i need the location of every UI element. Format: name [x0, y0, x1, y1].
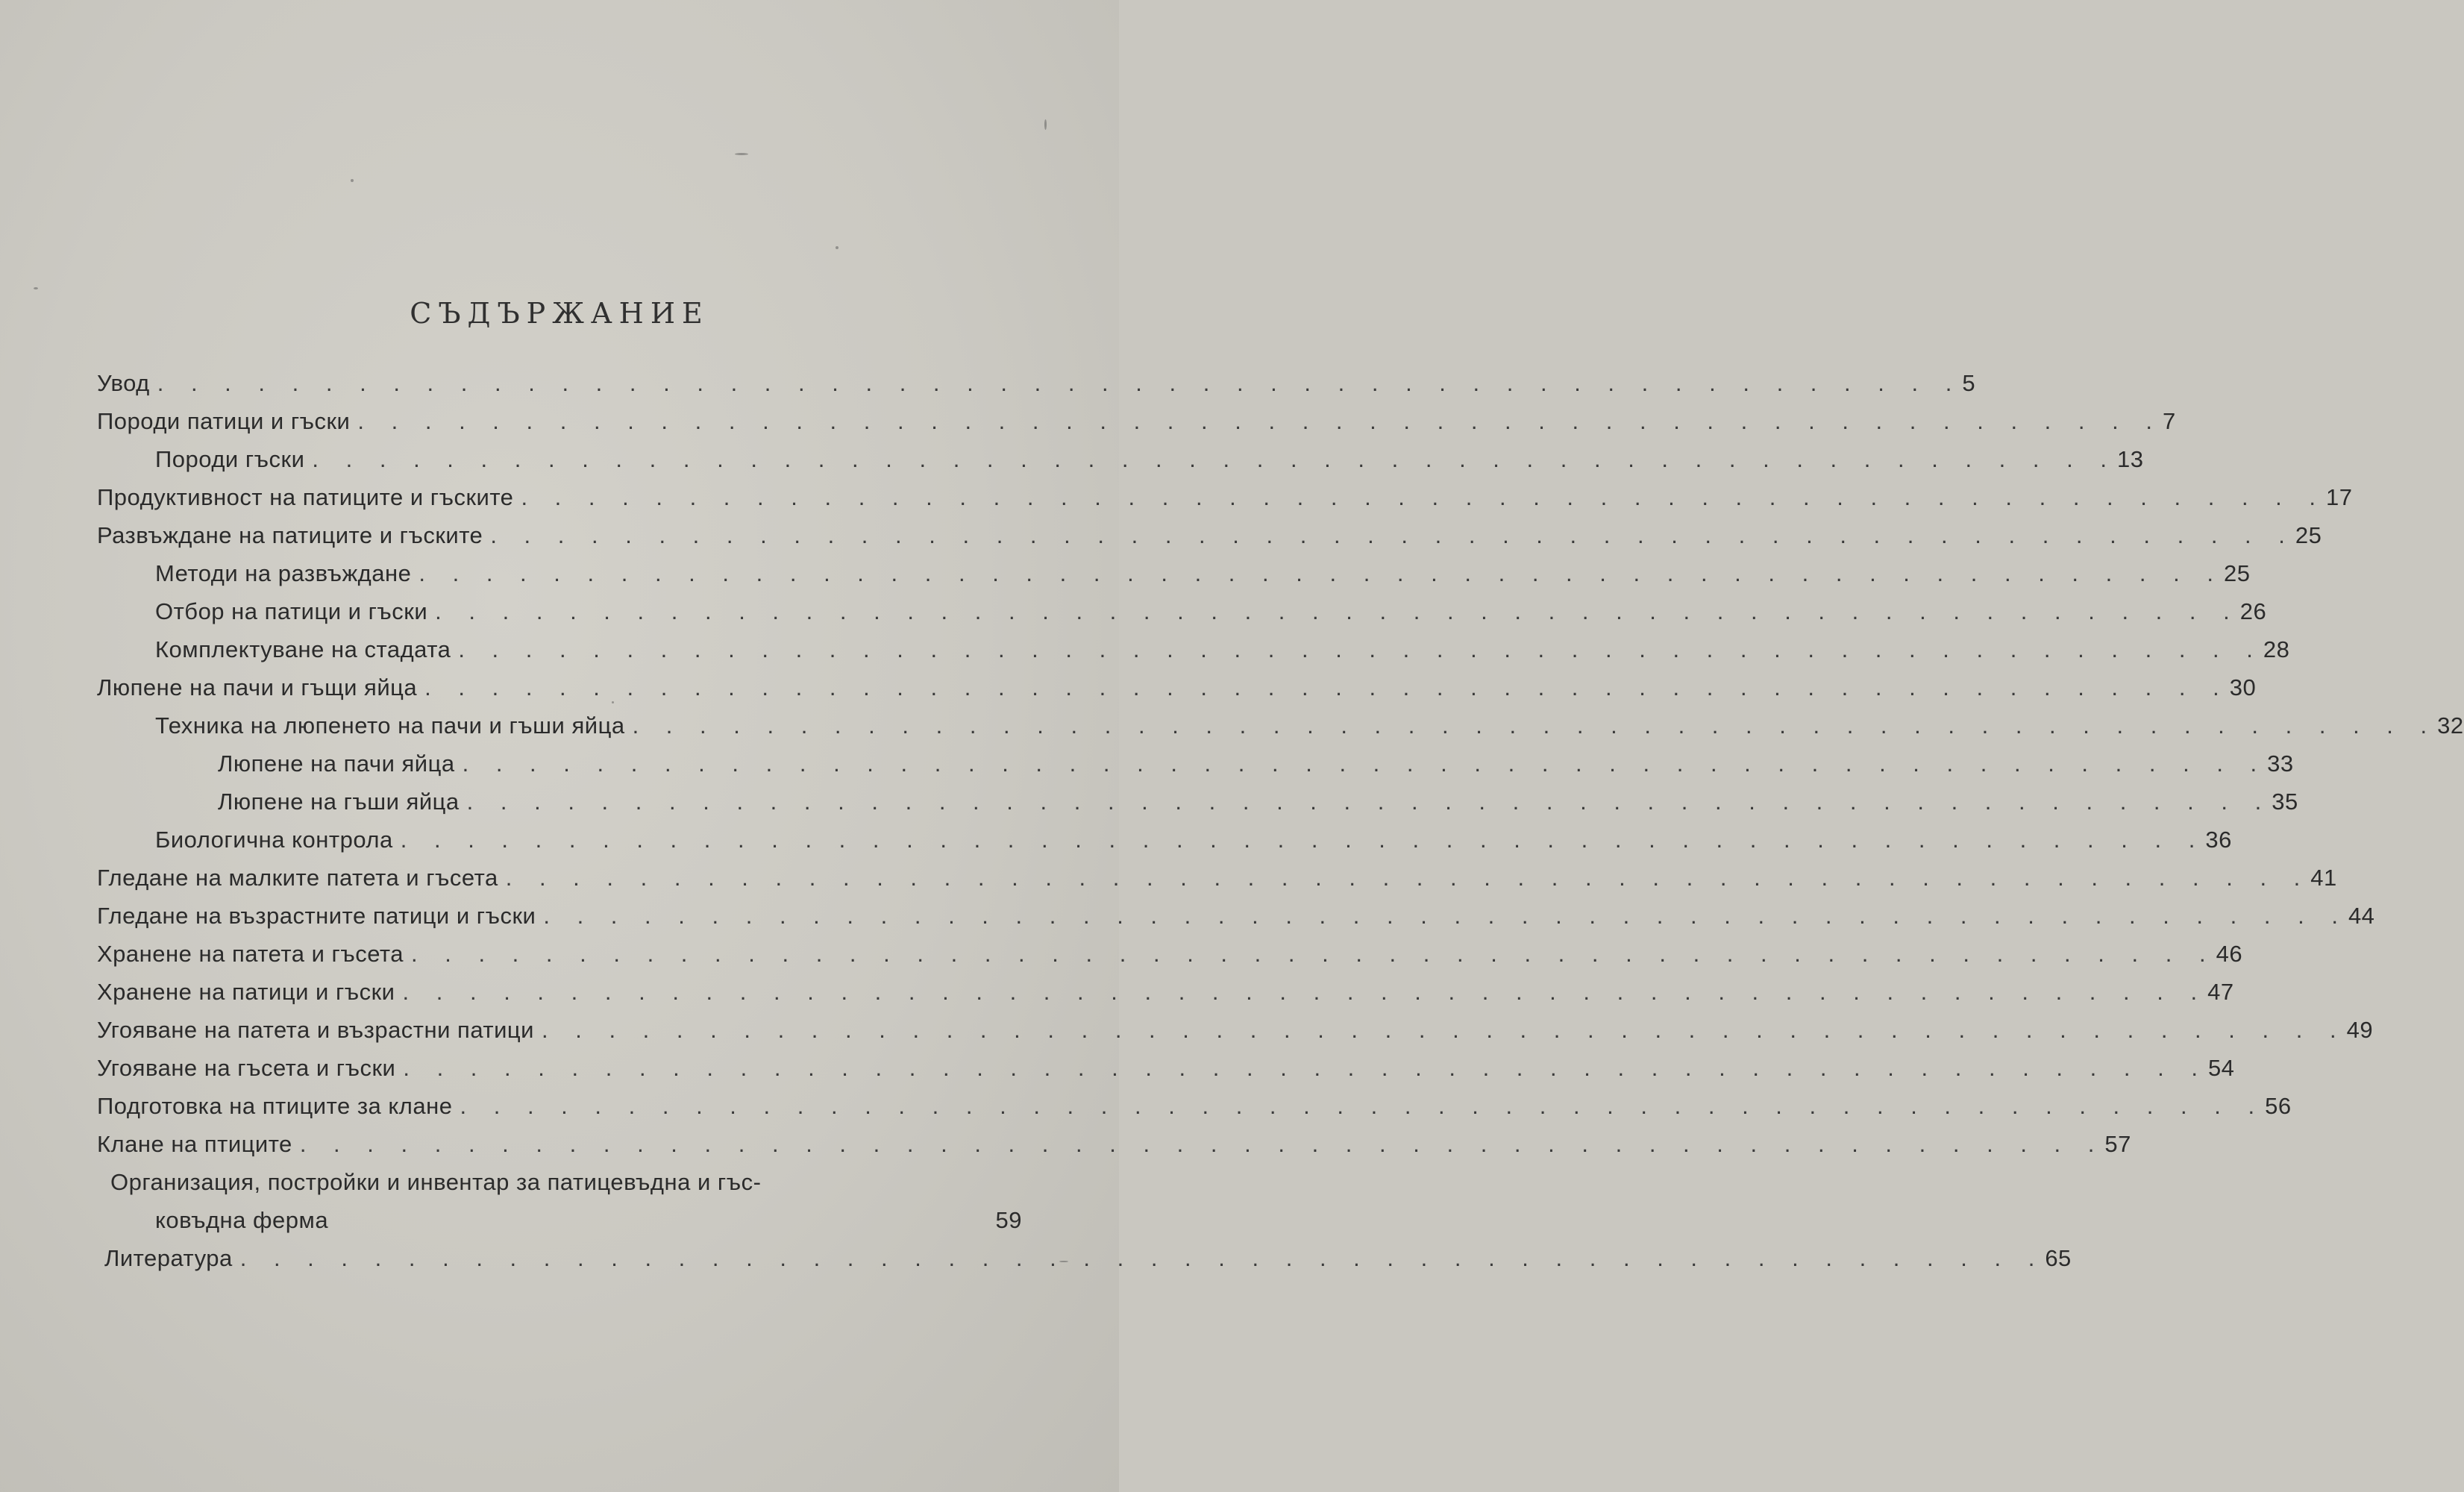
- toc-entry: [97, 1131, 2131, 1165]
- leader-dots: . . . . . . . . . . . . . . . . . . . . . . . . . . . . . . . . . . . . . . . . . . . . . . . . . . . . . .: [435, 598, 2240, 624]
- toc-entry-page: 30: [2229, 674, 2257, 700]
- toc-entry-label: Породи патици и гъски: [97, 408, 351, 434]
- toc-entry: [97, 1055, 2235, 1089]
- toc-entry-label: Хранене на патета и гъсета: [97, 941, 404, 967]
- toc-entry: [97, 941, 2243, 975]
- toc-entry-label: Клане на птиците: [97, 1131, 292, 1157]
- leader-dots: . . . . . . . . . . . . . . . . . . . . . . . . . . . . . . . . . . . . . . . . . . . . . . . . . . . . . .: [543, 903, 2348, 929]
- leader-dots: . . . . . . . . . . . . . . . . . . . . . . . . . . . . . . . . . . . . . . . . . . . . . . . . . . . . . .: [542, 1017, 2347, 1043]
- paper-speck: [735, 153, 748, 155]
- toc-entry: [155, 446, 2144, 480]
- toc-entry: [97, 408, 2176, 442]
- toc-entry-page: 41: [2310, 865, 2337, 891]
- leader-dots: . . . . . . . . . . . . . . . . . . . . . . . . . . . . . . . . . . . . . . . . . . . . . . . . . . . . . .: [403, 1055, 2208, 1081]
- toc-entry-literature: [104, 1245, 2072, 1279]
- toc-entry-page: 56: [2265, 1093, 2292, 1119]
- toc-entry: [218, 750, 2294, 785]
- toc-entry-label: Литература: [104, 1245, 233, 1271]
- toc-entry: [97, 522, 2322, 557]
- toc-entry-label: Гледане на малките патета и гъсета: [97, 865, 498, 891]
- toc-entry-page: 25: [2295, 522, 2322, 548]
- toc-entry-wrapped: [155, 1207, 1022, 1241]
- toc-entry-label: Угояване на гъсета и гъски: [97, 1055, 396, 1081]
- toc-entry: [155, 560, 2251, 595]
- leader-dots: . . . . . . . . . . . . . . . . . . . . . . . . . . . . . . . . . . . . . . . . . . . . . . . . . . . . . .: [299, 1131, 2105, 1157]
- toc-entry-page: 57: [2104, 1131, 2131, 1157]
- toc-entry-page: 36: [2205, 827, 2232, 853]
- paper-speck: [351, 179, 354, 182]
- toc-entry-label: Хранене на патици и гъски: [97, 979, 395, 1005]
- leader-dots: . . . . . . . . . . . . . . . . . . . . . . . . . . . . . . . . . . . . . . . . . . . . . . . . . . . . . .: [521, 484, 2327, 510]
- toc-entry: [97, 370, 1976, 404]
- toc-entry-label: Методи на развъждане: [155, 560, 412, 586]
- leader-dots: . . . . . . . . . . . . . . . . . . . . . . . . . . . . . . . . . . . . . . . . . . . . . . . . . . . . . .: [458, 636, 2263, 662]
- leader-dots: . . . . . . . . . . . . . . . . . . . . . . . . . . . . . . . . . . . . . . . . . . . . . . . . . . . . . .: [418, 560, 2224, 586]
- leader-dots: . . . . . . . . . . . . . . . . . . . . . . . . . . . . . . . . . . . . . . . . . . . . . . . . . . . . . .: [312, 446, 2117, 472]
- toc-entry-page: 59: [995, 1207, 1022, 1233]
- toc-entry-page: 46: [2216, 941, 2243, 967]
- toc-entry-label: Развъждане на патиците и гъските: [97, 522, 483, 548]
- toc-entry: [218, 789, 2298, 823]
- toc-entry-page: 44: [2348, 903, 2375, 929]
- toc-entry-label: Люпене на гъши яйца: [218, 789, 460, 815]
- toc-entry-label: Люпене на пачи и гъщи яйца: [97, 674, 418, 700]
- toc-entry-label: Продуктивност на патиците и гъските: [97, 484, 514, 510]
- toc-entry-page: 35: [2272, 789, 2298, 815]
- toc-entry: [155, 598, 2267, 633]
- toc-entry-label: Подготовка на птиците за клане: [97, 1093, 453, 1119]
- toc-entry-page: 17: [2326, 484, 2353, 510]
- toc-entry-label: Увод: [97, 370, 150, 396]
- toc-entry: [97, 674, 2257, 709]
- toc-entry-label: Гледане на възрастните патици и гъски: [97, 903, 536, 929]
- toc-entry-label: Техника на люпенето на пачи и гъши яйца: [155, 712, 625, 739]
- leader-dots: . . . . . . . . . . . . . . . . . . . . . . . . . . . . . . . . . . . . . . . . . . . . . . . . . . . . . .: [490, 522, 2295, 548]
- leader-dots: . . . . . . . . . . . . . . . . . . . . . . . . . . . . . . . . . . . . . . . . . . . . . . . . . . . . . .: [157, 370, 1963, 396]
- paper-speck: [836, 246, 838, 249]
- toc-entry-page: 54: [2207, 1055, 2235, 1081]
- toc-entry: [97, 903, 2375, 937]
- toc-entry-page: 26: [2239, 598, 2267, 624]
- leader-dots: . . . . . . . . . . . . . . . . . . . . . . . . . . . . . . . . . . . . . . . . . . . . . . . . . . . . . .: [400, 827, 2206, 853]
- toc-entry-page: 7: [2162, 408, 2176, 434]
- toc-entry-page: 13: [2116, 446, 2144, 472]
- toc-entry-page: 49: [2346, 1017, 2374, 1043]
- toc-entry-wrapped-line1: Организация, постройки и инвентар за патицевъдна и гъс-: [110, 1169, 762, 1195]
- paper-speck: [1044, 119, 1047, 130]
- leader-dots: . . . . . . . . . . . . . . . . . . . . . . . . . . . . . . . . . . . . . . . . . . . . . . . . . . . . . .: [424, 674, 2230, 700]
- leader-dots: . . . . . . . . . . . . . . . . . . . . . . . . . . . . . . . . . . . . . . . . . . . . . . . . . . . . . .: [460, 1093, 2266, 1119]
- leader-dots: . . . . . . . . . . . . . . . . . . . . . . . . . . . . . . . . . . . . . . . . . . . . . . . . . . . . . .: [357, 408, 2163, 434]
- toc-entry: [97, 865, 2337, 899]
- toc-entry-page: 28: [2263, 636, 2290, 662]
- toc-entry-label: ковъдна ферма: [155, 1207, 329, 1233]
- leader-dots: . . . . . . . . . . . . . . . . . . . . . . . . . . . . . . . . . . . . . . . . . . . . . . . . . . . . . .: [505, 865, 2311, 891]
- paper-speck: [34, 287, 38, 289]
- leader-dots: . . . . . . . . . . . . . . . . . . . . . . . . . . . . . . . . . . . . . . . . . . . . . . . . . . . . . .: [466, 789, 2272, 815]
- toc-entry: [155, 636, 2290, 671]
- leader-dots: . . . . . . . . . . . . . . . . . . . . . . . . . . . . . . . . . . . . . . . . . . . . . . . . . . . . . .: [632, 712, 2438, 739]
- toc-entry-label: Отбор на патици и гъски: [155, 598, 428, 624]
- toc-entry-label: Биологична контрола: [155, 827, 393, 853]
- toc-entry: [155, 712, 2464, 747]
- toc-heading: СЪДЪРЖАНИЕ: [410, 297, 709, 330]
- toc-entry-label: Угояване на патета и възрастни патици: [97, 1017, 534, 1043]
- toc-entry-label: Породи гъски: [155, 446, 305, 472]
- toc-entry: [97, 1093, 2292, 1127]
- toc-entry-page: 47: [2207, 979, 2234, 1005]
- toc-entry: [97, 484, 2353, 518]
- toc-entry-page: 65: [2045, 1245, 2072, 1271]
- leader-dots: . . . . . . . . . . . . . . . . . . . . . . . . . . . . . . . . . . . . . . . . . . . . . . . . . . . . . .: [239, 1245, 2046, 1271]
- leader-dots: . . . . . . . . . . . . . . . . . . . . . . . . . . . . . . . . . . . . . . . . . . . . . . . . . . . . . .: [411, 941, 2216, 967]
- toc-entry-label: Люпене на пачи яйца: [218, 750, 455, 777]
- toc-entry: [97, 979, 2234, 1013]
- leader-dots: . . . . . . . . . . . . . . . . . . . . . . . . . . . . . . . . . . . . . . . . . . . . . . . . . . . . . .: [402, 979, 2208, 1005]
- toc-entry-page: 33: [2267, 750, 2294, 777]
- toc-entry-label: Комплектуване на стадата: [155, 636, 451, 662]
- leader-dots: . . . . . . . . . . . . . . . . . . . . . . . . . . . . . . . . . . . . . . . . . . . . . . . . . . . . . .: [462, 750, 2268, 777]
- toc-entry-page: 32: [2437, 712, 2464, 739]
- toc-entry: [97, 1017, 2374, 1051]
- toc-entry-page: 5: [1962, 370, 1976, 396]
- toc-entry-page: 25: [2223, 560, 2251, 586]
- toc-entry: [155, 827, 2232, 861]
